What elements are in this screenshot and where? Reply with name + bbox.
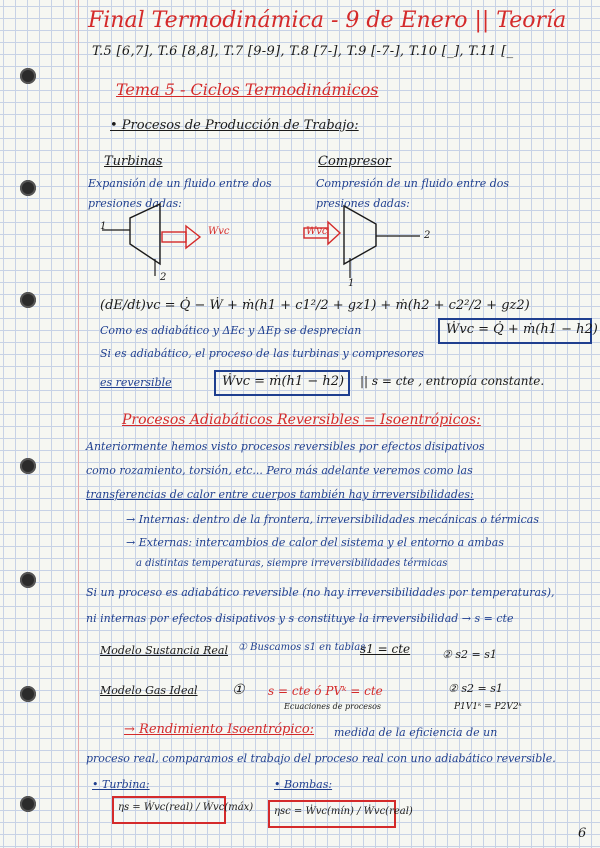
compressor-in-label: 1 xyxy=(348,278,355,289)
turbine-heading: Turbinas xyxy=(104,154,163,169)
compressor-diagram xyxy=(300,214,440,284)
model-real-step2: ② s2 = s1 xyxy=(442,648,497,661)
turbine-out-label: 2 xyxy=(160,272,167,283)
turbine-work-label: Wvc xyxy=(208,226,230,237)
turbine-efficiency-eq: ηs = Ẇvc(real) / Ẇvc(máx) xyxy=(118,802,254,813)
punch-hole xyxy=(20,458,36,474)
punch-hole xyxy=(20,68,36,84)
turbine-desc-2: presiones dadas: xyxy=(88,197,182,210)
model-ideal-sub: Ecuaciones de procesos xyxy=(284,702,382,711)
isentropic-para-2: ni internas por efectos disipativos y s constituye la irreversibilidad → s = cte xyxy=(86,612,514,625)
page-title: Final Termodinámica - 9 de Enero || Teoría xyxy=(88,8,567,33)
schedule-line: T.5 [6,7], T.6 [8,8], T.7 [9-9], T.8 [7-], T.9 [-7-], T.10 [_], T.11 [_ xyxy=(92,44,514,59)
model-ideal-step3: P1V1ᵏ = P2V2ᵏ xyxy=(454,702,522,712)
efficiency-heading: → Rendimiento Isoentrópico: xyxy=(124,722,315,737)
compressor-desc-2: presiones dadas: xyxy=(316,197,410,210)
isentropic-para-1: Si un proceso es adiabático reversible (no hay irreversibilidades por temperaturas), xyxy=(86,586,555,599)
boxed-equation-2 xyxy=(214,370,350,396)
compressor-efficiency-box xyxy=(268,800,413,828)
equation-note-3: es reversible xyxy=(100,376,172,389)
model-real-step: ① Buscamos s1 en tablas xyxy=(238,642,366,653)
turbine-in-label: 1 xyxy=(100,221,107,232)
equation-note-4: || s = cte , entropía constante. xyxy=(360,374,545,388)
punch-hole xyxy=(20,572,36,588)
efficiency-turbine-label: • Turbina: xyxy=(92,778,150,791)
compressor-efficiency-eq: ηsc = Ẇvc(mín) / Ẇvc(real) xyxy=(274,806,413,817)
boxed-equation-1-text: Ẇvc = Q̇ + ṁ(h1 − h2) xyxy=(446,322,598,337)
punch-hole xyxy=(20,686,36,702)
isentropic-line-2: como rozamiento, torsión, etc... Pero más adelante veremos como las xyxy=(86,464,473,477)
isentropic-bullet-2: → Externas: intercambios de calor del sistema y el entorno a ambas xyxy=(126,536,504,549)
isentropic-line-1: Anteriormente hemos visto procesos reversibles por efectos disipativos xyxy=(86,440,485,453)
punch-hole xyxy=(20,292,36,308)
compressor-heading: Compresor xyxy=(318,154,392,169)
punch-hole xyxy=(20,180,36,196)
equation-note-2: Si es adiabático, el proceso de las turbinas y compresores xyxy=(100,347,424,360)
isentropic-bullet-3: a distintas temperaturas, siempre irreversibilidades térmicas xyxy=(136,558,448,569)
page-number: 6 xyxy=(578,826,587,841)
model-ideal-step2: ② s2 = s1 xyxy=(448,682,503,695)
turbine-efficiency-box xyxy=(112,796,254,824)
section-subtitle: • Procesos de Producción de Trabajo: xyxy=(110,118,359,133)
compressor-out-label: 2 xyxy=(424,230,431,241)
punch-hole xyxy=(20,796,36,812)
isentropic-bullet-1: → Internas: dentro de la frontera, irreversibilidades mecánicas o térmicas xyxy=(126,513,539,526)
section-title: Tema 5 - Ciclos Termodinámicos xyxy=(116,80,379,99)
turbine-diagram xyxy=(100,214,240,284)
boxed-equation-2-text: Ẇvc = ṁ(h1 − h2) xyxy=(222,374,345,389)
model-real-label: Modelo Sustancia Real xyxy=(100,644,229,657)
turbine-desc-1: Expansión de un fluido entre dos xyxy=(88,177,272,190)
boxed-equation-1 xyxy=(438,318,598,344)
model-real-eq: s1 = cte xyxy=(360,642,411,656)
compressor-desc-1: Compresión de un fluido entre dos xyxy=(316,177,510,190)
model-ideal-eq: s = cte ó PVᵏ = cte xyxy=(268,684,383,698)
compressor-work-label: Wvc xyxy=(306,226,328,237)
equation-note-1: Como es adiabático y ΔEc y ΔEp se desprecian xyxy=(100,324,362,337)
efficiency-compressor-label: • Bombas: xyxy=(274,778,333,791)
margin-line xyxy=(78,0,79,848)
efficiency-line-2: proceso real, comparamos el trabajo del proceso real con uno adiabático reversible. xyxy=(86,752,556,765)
model-ideal-step: ① xyxy=(232,682,245,698)
energy-balance: (dE/dt)vc = Q̇ − Ẇ + ṁ(h1 + c1²/2 + gz1) + ṁ(h2 + c2²/2 + gz2) xyxy=(100,298,530,313)
isentropic-line-3: transferencias de calor entre cuerpos también hay irreversibilidades: xyxy=(86,488,474,501)
isentropic-heading: Procesos Adiabáticos Reversibles = Isoentrópicos: xyxy=(122,412,481,428)
efficiency-line-1: medida de la eficiencia de un xyxy=(334,726,498,739)
model-ideal-label: Modelo Gas Ideal xyxy=(100,684,198,697)
